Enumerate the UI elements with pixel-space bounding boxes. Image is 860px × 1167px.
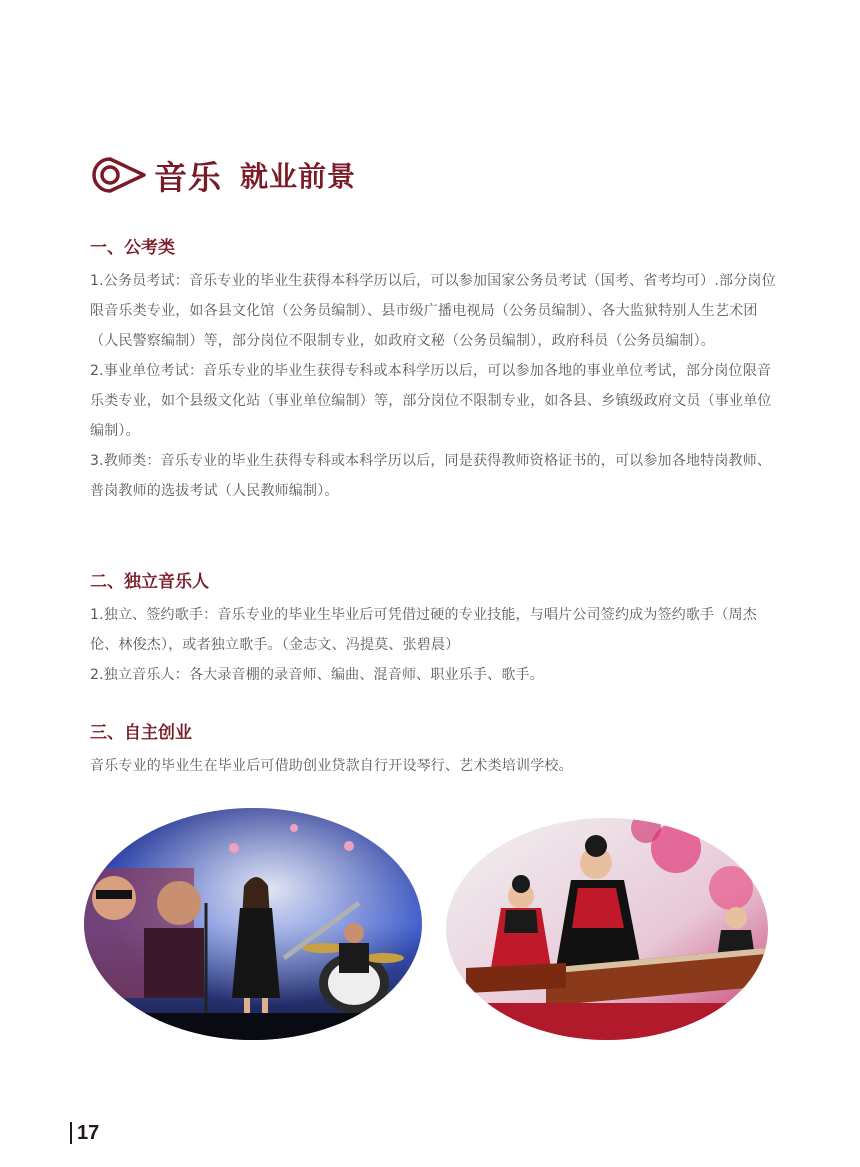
section-heading: 一、公考类 <box>90 238 175 258</box>
section-heading: 二、独立音乐人 <box>90 572 209 592</box>
concert-stage-photo <box>84 808 422 1040</box>
paragraph: 音乐专业的毕业生在毕业后可借助创业贷款自行开设琴行、艺术类培训学校。 <box>90 758 573 774</box>
paragraph: 1.公务员考试：音乐专业的毕业生获得本科学历以后，可以参加国家公务员考试（国考、省考均可）.部分岗位限音乐类专业，如各县文化馆（公务员编制）、县市级广播电视局（公务员编制）、各大监狱特别人生艺术团（人民警察编制）等，部分岗位不限制专业，如政府文秘（公务员编制），政府科员（公务员编制）。 <box>90 273 776 349</box>
section-civil-exam <box>90 236 780 506</box>
page-title: 音乐 <box>154 157 222 197</box>
section-heading: 三、自主创业 <box>90 723 192 743</box>
section-independent-musician <box>90 570 780 690</box>
paragraph: 3.教师类：音乐专业的毕业生获得专科或本科学历以后，同是获得教师资格证书的，可以参加各地特岗教师、普岗教师的选拔考试（人民教师编制）。 <box>90 453 772 499</box>
eye-pin-icon <box>90 155 148 195</box>
paragraph: 1.独立、签约歌手：音乐专业的毕业生毕业后可凭借过硬的专业技能，与唱片公司签约成为签约歌手（周杰伦、林俊杰），或者独立歌手。（金志文、冯提莫、张碧晨） <box>90 607 757 653</box>
paragraph: 2.独立音乐人：各大录音棚的录音师、编曲、混音师、职业乐手、歌手。 <box>90 667 544 683</box>
page-title-row <box>90 150 356 200</box>
paragraph: 2.事业单位考试：音乐专业的毕业生获得专科或本科学历以后，可以参加各地的事业单位考试，部分岗位限音乐类专业，如个县级文化站（事业单位编制）等，部分岗位不限制专业，如各县、乡镇级政府文员（事业单位编制）。 <box>90 363 772 439</box>
section-entrepreneurship <box>90 721 780 781</box>
page-number: 17 <box>70 1122 99 1144</box>
page-subtitle: 就业前景 <box>240 160 357 193</box>
guzheng-performance-photo <box>446 818 768 1040</box>
